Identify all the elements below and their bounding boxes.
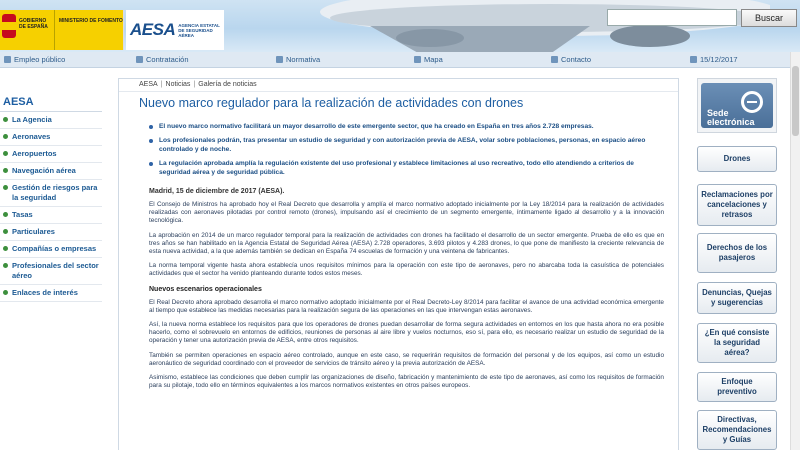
current-date: 15/12/2017 <box>700 55 738 64</box>
sidebar-item-label: La Agencia <box>12 115 52 124</box>
search-button[interactable]: Buscar <box>741 9 797 27</box>
article-dateline: Madrid, 15 de diciembre de 2017 (AESA). <box>149 187 285 195</box>
sidebar-item-label: Aeronaves <box>12 132 51 141</box>
bullet-icon <box>3 212 8 217</box>
seguridad-aerea-button[interactable]: ¿En qué consiste la seguridad aérea? <box>697 323 777 363</box>
topnav-item-empleo[interactable] <box>4 55 65 64</box>
bullet-icon <box>3 290 8 295</box>
calendar-icon <box>690 56 697 63</box>
bullet-icon <box>3 263 8 268</box>
sidebar-item-label: Profesionales del sector aéreo <box>12 261 99 280</box>
bullet-icon <box>3 134 8 139</box>
e-logo-icon <box>741 91 763 113</box>
aesa-logo-subtitle: AGENCIA ESTATAL DE SEGURIDAD AÉREA <box>178 22 220 38</box>
page-scrollbar[interactable] <box>790 52 800 450</box>
highlights-list <box>119 116 678 178</box>
sidebar-item-label: Enlaces de interés <box>12 288 78 297</box>
airplane-banner-icon <box>250 0 770 52</box>
document-icon <box>136 56 143 63</box>
bullet-icon <box>3 151 8 156</box>
drones-button[interactable]: Drones <box>697 146 777 172</box>
book-icon <box>276 56 283 63</box>
ministry-text: MINISTERIO DE FOMENTO <box>54 10 123 50</box>
highlight-item: El nuevo marco normativo facilitará un mayor desarrollo de este emergente sector, que ha creado en España en tres años 2.728 empresas. <box>159 122 664 132</box>
breadcrumb <box>119 79 678 92</box>
main-content <box>118 78 679 450</box>
enfoque-preventivo-button[interactable]: Enfoque preventivo <box>697 372 777 402</box>
sede-label: Sede electrónica <box>707 108 755 127</box>
site-header <box>0 0 800 52</box>
sidebar-item-label: Tasas <box>12 210 33 219</box>
right-column <box>697 78 777 450</box>
breadcrumb-separator: | <box>160 81 163 88</box>
sidebar-item-enlaces[interactable] <box>0 285 102 302</box>
sidebar-item-aeropuertos[interactable] <box>0 146 102 163</box>
sidebar-item-companias[interactable] <box>0 241 102 258</box>
aesa-logo[interactable] <box>126 10 224 50</box>
section-subheading: Nuevos escenarios operacionales <box>149 285 262 293</box>
topnav-label: Empleo público <box>14 55 66 64</box>
coat-of-arms-icon <box>2 14 16 38</box>
breadcrumb-item[interactable]: Noticias <box>165 81 191 88</box>
highlight-item: La regulación aprobada amplía la regulación existente del uso profesional y establece limitaciones al uso recreativo, todo ello atendiendo a criterios de seguridad aérea y de seguridad pública. <box>159 159 664 178</box>
article-paragraph: También se permiten operaciones en espacio aéreo controlado, aunque en este caso, se requerirán requisitos de formación del personal y de los equipos, así como un estudio aeronáutico de seguridad coordinado con el proveedor de servicios de tránsito aéreo y la previa autorización de AESA. <box>149 351 664 367</box>
article-paragraph: Así, la nueva norma establece los requisitos para que los operadores de drones puedan desarrollar de forma segura actividades en entornos en los que hasta ahora no era posible hacerlo, como el sobrevuelo en entornos de edificios, reuniones de personas al aire libre y vuelos nocturnos, eso sí, para ello, es necesario realizar un estudio de seguridad de la operación y tener una autorización previa de AESA, entre otros requisitos. <box>149 321 664 345</box>
sede-electronica-button[interactable] <box>697 78 777 133</box>
sidebar-item-label: Particulares <box>12 227 55 236</box>
top-nav-bar <box>0 52 800 68</box>
sidebar-item-profesionales[interactable] <box>0 258 102 285</box>
bullet-icon <box>3 168 8 173</box>
article-paragraph: El Consejo de Ministros ha aprobado hoy el Real Decreto que desarrolla y amplía el marco normativo adoptado inicialmente por la Ley 18/2014 para la realización de actividades realizadas con aeronaves pilotadas por control remoto (drones), impulsando así el crecimiento de un segmento emergente, íntimamente ligado al desarrollo y a la innovación tecnológica. <box>149 200 664 225</box>
bullet-icon <box>3 246 8 251</box>
directivas-button[interactable]: Directivas, Recomendaciones y Guías <box>697 410 777 450</box>
search-input[interactable] <box>607 9 737 26</box>
people-icon <box>4 56 11 63</box>
map-icon <box>414 56 421 63</box>
gobierno-logo[interactable] <box>0 10 124 50</box>
topnav-label: Mapa <box>424 55 443 64</box>
topnav-label: Contacto <box>561 55 592 64</box>
breadcrumb-item[interactable]: Galería de noticias <box>198 81 257 88</box>
sidebar-item-particulares[interactable] <box>0 224 102 241</box>
highlight-item: Los profesionales podrán, tras presentar un estudio de seguridad y con autorización previa de AESA, volar sobre poblaciones, personas, en espacio aéreo controlado y de noche. <box>159 136 664 155</box>
sidebar-item-label: Compañías o empresas <box>12 244 97 253</box>
aesa-logo-mark: AESA <box>130 20 176 39</box>
breadcrumb-item[interactable]: AESA <box>139 81 158 88</box>
left-sidebar <box>0 78 102 450</box>
sidebar-item-navegacion-aerea[interactable] <box>0 163 102 180</box>
reclamaciones-button[interactable]: Reclamaciones por cancelaciones y retrasos <box>697 184 777 226</box>
scrollbar-thumb[interactable] <box>792 66 799 136</box>
denuncias-button[interactable]: Denuncias, Quejas y sugerencias <box>697 282 777 314</box>
sidebar-item-label: Gestión de riesgos para la seguridad <box>12 183 98 202</box>
article-paragraph: La aprobación en 2014 de un marco regulador temporal para la realización de actividades con drones ha facilitado el desarrollo de un sector emergente. Prueba de ello es que en tres años se han habilitado en la Agencia Estatal de Seguridad Aérea (AESA) 2.728 operadores, 3.693 pilotos y 4.283 drones, lo que pone de manifiesto la creciente relevancia de esta nueva actividad, a la que además también se dedican en España 74 escuelas de formación y una veintena de fabricantes. <box>149 231 664 255</box>
article-paragraph: La norma temporal vigente hasta ahora establecía unos requisitos mínimos para la operación con este tipo de aeronaves, pero no abarcaba toda la casuística de potenciales actividades que el sector ha venido planteando durante todos estos meses. <box>149 262 664 278</box>
article-paragraph: El Real Decreto ahora aprobado desarrolla el marco normativo adoptado inicialmente por el Real Decreto-Ley 8/2014 para facilitar el avance de una actividad económica emergente al tiempo que establece las medidas necesarias para la realización segura de las operaciones en las que intervengan estas aeronaves. <box>149 298 664 314</box>
sidebar-item-label: Aeropuertos <box>12 149 57 158</box>
sidebar-item-tasas[interactable] <box>0 207 102 224</box>
topnav-item-normativa[interactable] <box>276 55 320 64</box>
gob-text: GOBIERNO DE ESPAÑA <box>19 18 48 30</box>
derechos-pasajeros-button[interactable]: Derechos de los pasajeros <box>697 233 777 273</box>
topnav-item-mapa[interactable] <box>414 55 443 64</box>
bullet-icon <box>3 185 8 190</box>
sidebar-title: AESA <box>0 78 102 112</box>
envelope-icon <box>551 56 558 63</box>
article-paragraph: Asimismo, establece las condiciones que deben cumplir las organizaciones de diseño, fabricación y mantenimiento de este tipo de aeronaves, así como los requisitos de formación para su pilotaje, todo ello en términos equivalentes a los marcos normativos existentes en otros países europeos. <box>149 374 664 390</box>
sidebar-item-aeronaves[interactable] <box>0 129 102 146</box>
topnav-item-contratacion[interactable] <box>136 55 189 64</box>
sidebar-item-gestion-riesgos[interactable] <box>0 180 102 207</box>
page-title: Nuevo marco regulador para la realización de actividades con drones <box>139 96 524 110</box>
bullet-icon <box>3 229 8 234</box>
breadcrumb-separator: | <box>193 81 196 88</box>
topnav-label: Contratación <box>146 55 189 64</box>
bullet-icon <box>3 117 8 122</box>
sidebar-item-label: Navegación aérea <box>12 166 76 175</box>
topnav-date <box>690 55 738 64</box>
topnav-item-contacto[interactable] <box>551 55 591 64</box>
sidebar-item-la-agencia[interactable] <box>0 112 102 129</box>
topnav-label: Normativa <box>286 55 321 64</box>
